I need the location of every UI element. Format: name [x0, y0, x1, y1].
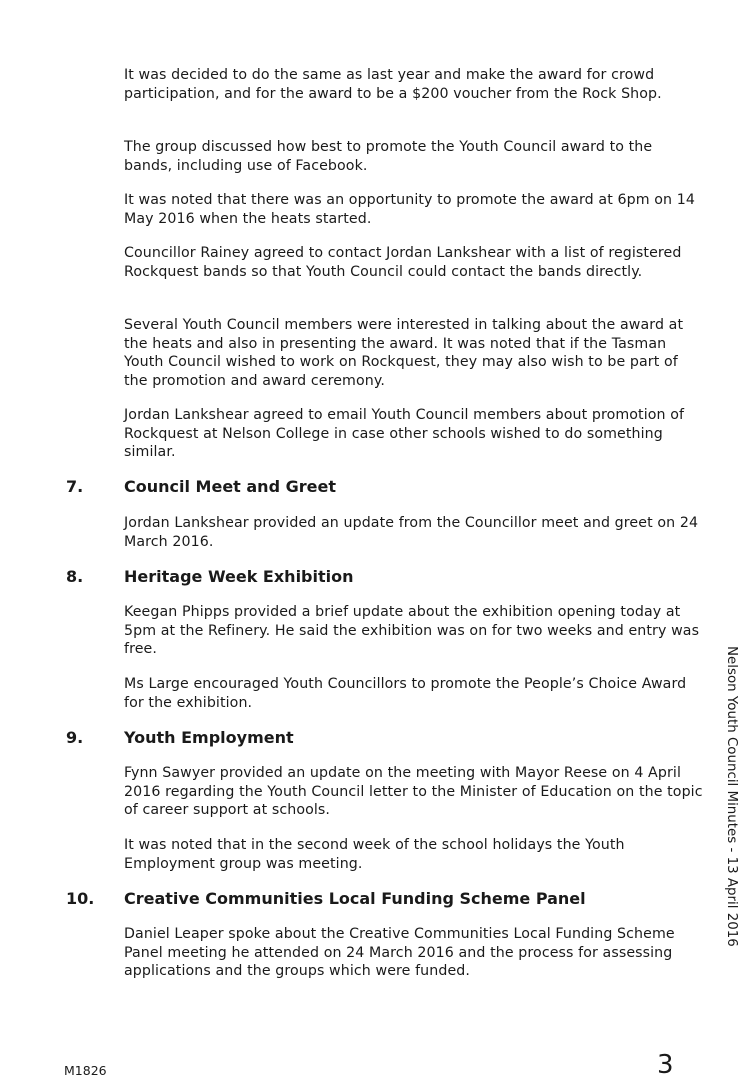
section-number: 8.: [66, 567, 84, 586]
paragraph-exhibition-update: Keegan Phipps provided a brief update about the exhibition opening today at 5pm at the Refinery. He said the exhibition was on for two weeks and entry was free.: [124, 604, 700, 657]
section-title: Creative Communities Local Funding Scheme Panel: [124, 889, 586, 908]
paragraph-opportunity: It was noted that there was an opportunity to promote the award at 6pm on 14 May 2016 when the heats started.: [124, 192, 695, 227]
section-number: 10.: [66, 889, 95, 908]
section-title: Heritage Week Exhibition: [124, 567, 354, 586]
paragraph-councillor-rainey: Councillor Rainey agreed to contact Jordan Lankshear with a list of registered Rockquest bands so that Youth Council could contact the bands directly.: [124, 245, 682, 280]
paragraph-peoples-choice: Ms Large encouraged Youth Councillors to promote the People’s Choice Award for the exhibition.: [124, 676, 687, 711]
side-running-header: Nelson Youth Council Minutes - 13 April 2016: [724, 646, 739, 947]
paragraph-award-decision: It was decided to do the same as last year and make the award for crowd participation, and for the award to be a $200 voucher from the Rock Shop.: [124, 67, 662, 102]
document-code: M1826: [64, 1063, 107, 1078]
section-number: 9.: [66, 728, 84, 747]
paragraph-promotion-discussion: The group discussed how best to promote the Youth Council award to the bands, including use of Facebook.: [124, 139, 653, 174]
page-number: 3: [657, 1050, 674, 1080]
section-number: 7.: [66, 477, 84, 496]
section-title: Youth Employment: [124, 728, 294, 747]
paragraph-email-members: Jordan Lankshear agreed to email Youth Council members about promotion of Rockquest at Nelson College in case other schools wished to do something similar.: [124, 407, 685, 460]
section-title: Council Meet and Greet: [124, 477, 336, 496]
paragraph-meet-greet: Jordan Lankshear provided an update from the Councillor meet and greet on 24 March 2016.: [124, 515, 699, 550]
paragraph-members-interest: Several Youth Council members were interested in talking about the award at the heats and also in presenting the award. It was noted that if the Tasman Youth Council wished to work on Rockquest, they may also wish to be part of the promotion and award ceremony.: [124, 317, 684, 389]
paragraph-funding-panel: Daniel Leaper spoke about the Creative Communities Local Funding Scheme Panel meeting he attended on 24 March 2016 and the process for assessing applications and the groups which were funded.: [124, 926, 675, 979]
paragraph-mayor-meeting: Fynn Sawyer provided an update on the meeting with Mayor Reese on 4 April 2016 regarding the Youth Council letter to the Minister of Education on the topic of career support at schools.: [124, 765, 703, 818]
paragraph-employment-group: It was noted that in the second week of the school holidays the Youth Employment group was meeting.: [124, 837, 625, 872]
